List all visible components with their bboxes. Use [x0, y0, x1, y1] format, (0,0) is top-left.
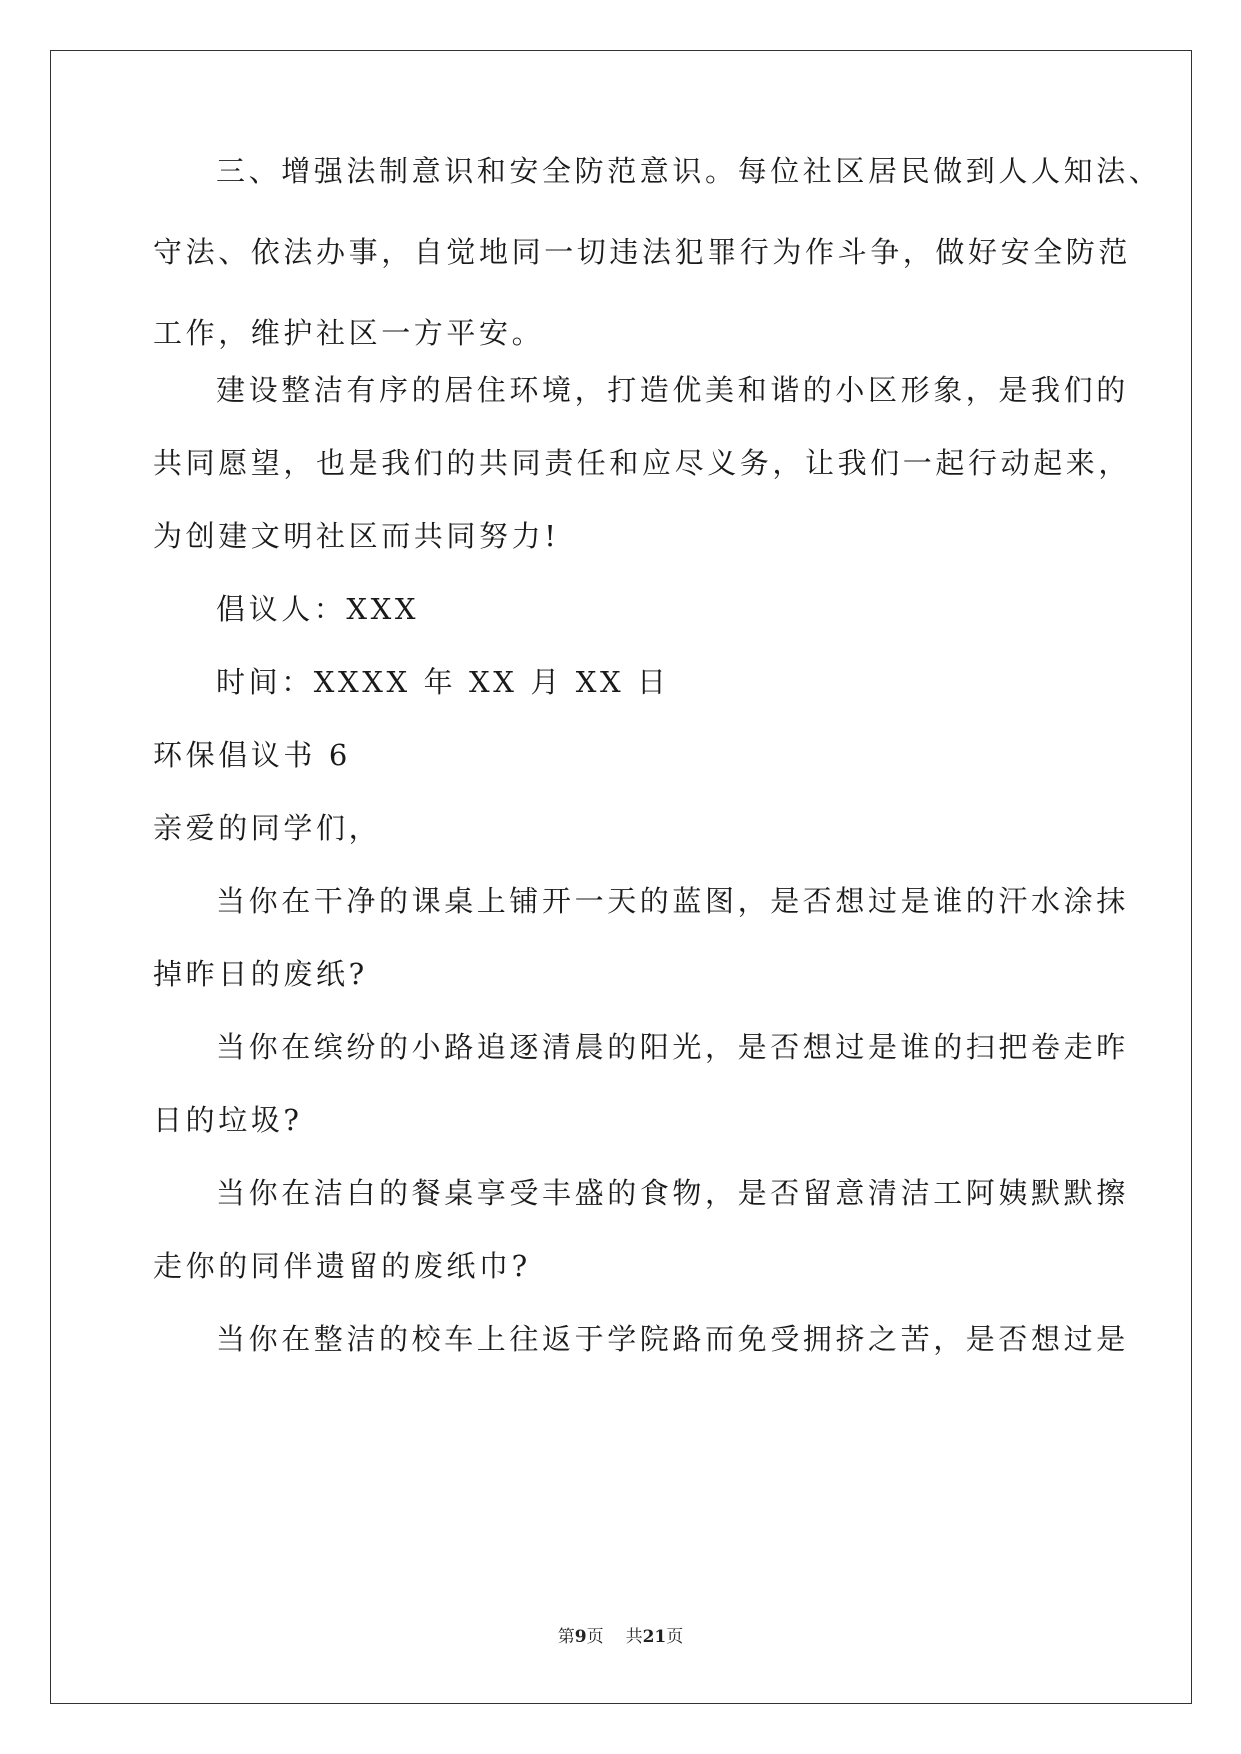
signatory-line: 倡议人：XXX [216, 592, 420, 626]
total-prefix: 共 [625, 1627, 643, 1647]
section-title: 环保倡议书 6 [153, 738, 351, 772]
paragraph-line: 日的垃圾? [153, 1103, 303, 1137]
paragraph-line: 走你的同伴遗留的废纸巾? [153, 1249, 531, 1283]
paragraph-line: 共同愿望，也是我们的共同责任和应尽义务，让我们一起行动起来， [153, 446, 1132, 480]
salutation: 亲爱的同学们， [153, 811, 382, 845]
date-line: 时间：XXXX 年 XX 月 XX 日 [216, 665, 670, 699]
page-number: 9 [574, 1627, 587, 1647]
paragraph-line: 当你在缤纷的小路追逐清晨的阳光，是否想过是谁的扫把卷走昨 [216, 1030, 1129, 1064]
page-footer [0, 1626, 1241, 1648]
paragraph-line: 当你在干净的课桌上铺开一天的蓝图，是否想过是谁的汗水涂抹 [216, 884, 1129, 918]
paragraph-line: 掉昨日的废纸? [153, 957, 368, 991]
total-suffix: 页 [666, 1627, 684, 1647]
total-pages: 21 [642, 1627, 667, 1647]
paragraph-line: 三、增强法制意识和安全防范意识。每位社区居民做到人人知法、 [216, 154, 1162, 188]
paragraph-line: 守法、依法办事，自觉地同一切违法犯罪行为作斗争，做好安全防范 [153, 235, 1132, 269]
paragraph-line: 建设整洁有序的居住环境，打造优美和谐的小区形象，是我们的 [216, 373, 1129, 407]
page-suffix: 页 [586, 1627, 604, 1647]
paragraph-line: 为创建文明社区而共同努力! [153, 519, 560, 553]
paragraph-line: 工作，维护社区一方平安。 [153, 316, 545, 350]
paragraph-line: 当你在整洁的校车上往返于学院路而免受拥挤之苦，是否想过是 [216, 1322, 1129, 1356]
page-border [50, 50, 1192, 1704]
page-prefix: 第 [557, 1627, 575, 1647]
paragraph-line: 当你在洁白的餐桌享受丰盛的食物，是否留意清洁工阿姨默默擦 [216, 1176, 1129, 1210]
